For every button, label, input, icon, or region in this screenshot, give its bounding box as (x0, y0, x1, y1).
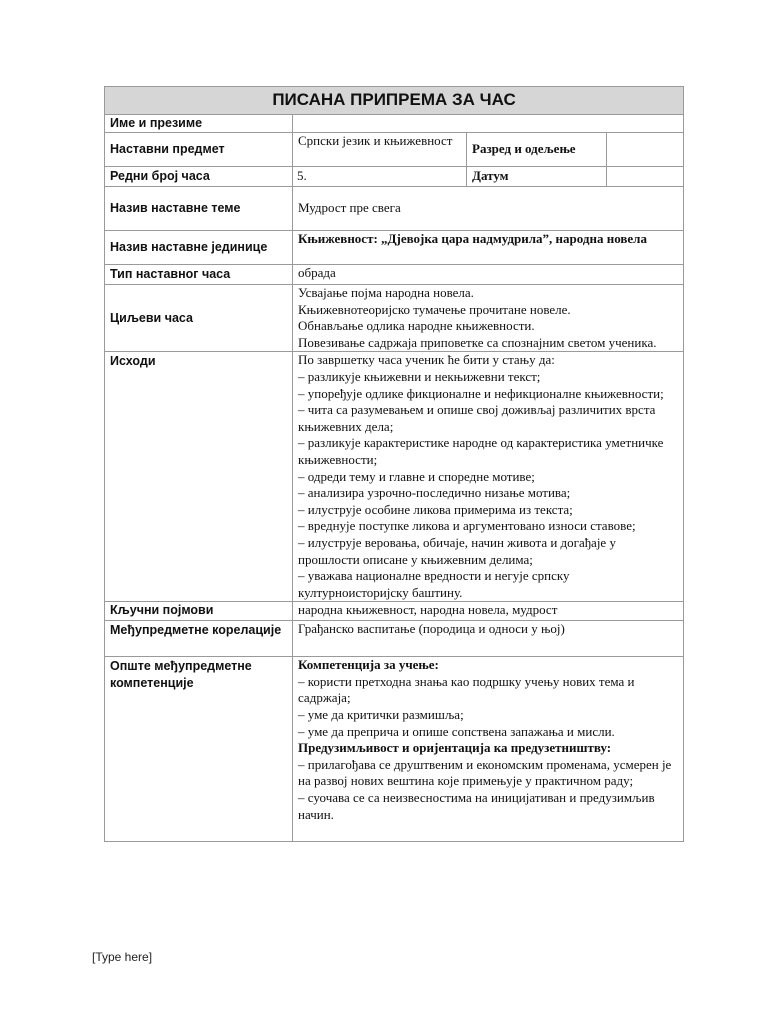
value-name[interactable] (293, 115, 684, 133)
label-topic: Назив наставне теме (105, 187, 293, 231)
competency-line: – суочава се са неизвесностима на иницијативан и предузимљив начин. (298, 790, 655, 822)
label-type: Тип наставног часа (105, 265, 293, 285)
goal-line: Повезивање садржаја приповетке са спознајним светом ученика. (298, 334, 657, 350)
row-lesson-number (105, 167, 684, 187)
row-key-terms (105, 602, 684, 621)
row-competencies (105, 657, 684, 842)
competency-heading: Предузимљивост и оријентација ка предузетништву: (298, 740, 612, 756)
label-lesson-number: Редни број часа (105, 167, 293, 187)
label-competencies: Опште међупредметне компетенције (105, 657, 293, 842)
outcome-line: – одреди тему и главне и споредне мотиве; (298, 468, 535, 484)
outcome-line: – анализира узрочно-последично низање мотива; (298, 485, 571, 501)
value-goals (293, 285, 684, 352)
lesson-plan-sheet (104, 86, 683, 842)
competency-heading: Компетенција за учење: (298, 657, 439, 673)
page-title: ПИСАНА ПРИПРЕМА ЗА ЧАС (105, 87, 684, 115)
value-key-terms: народна књижевност, народна новела, мудрост (293, 602, 684, 621)
competency-line: – користи претходна знања као подршку учењу нових тема и садржаја; (298, 673, 635, 706)
value-type: обрада (293, 265, 684, 285)
outcome-line: По завршетку часа ученик ће бити у стању да: (298, 352, 555, 368)
outcome-line: – вреднује поступке ликова и аргументовано износи ставове; (298, 518, 636, 534)
value-topic: Мудрост пре свега (293, 187, 684, 231)
label-outcomes: Исходи (105, 352, 293, 602)
outcome-line: – упоређује одлике фикционалне и нефикционалне књижевности; (298, 385, 664, 401)
label-name: Име и презиме (105, 115, 293, 133)
lesson-plan-table (104, 86, 684, 842)
value-outcomes (293, 352, 684, 602)
goal-line: Обнављање одлика народне књижевности. (298, 318, 535, 334)
outcome-line: – разликује књижевни и некњижевни текст; (298, 368, 541, 384)
outcome-line: – илуструје особине ликова примерима из текста; (298, 501, 573, 517)
row-goals (105, 285, 684, 352)
competency-line: – уме да преприча и опише сопствена запажања и мисли. (298, 723, 615, 739)
row-topic (105, 187, 684, 231)
competency-line: – уме да критички размишља; (298, 707, 464, 723)
value-unit: Књижевност: „Дјевојка цара надмудрила”, народна новела (293, 231, 684, 265)
row-type (105, 265, 684, 285)
row-name (105, 115, 684, 133)
outcome-line: – уважава националне вредности и негује српску културноисторијску баштину. (298, 568, 570, 600)
label-date: Датум (467, 167, 607, 187)
label-subject: Наставни предмет (105, 133, 293, 167)
row-subject (105, 133, 684, 167)
label-grade-class: Разред и одељење (467, 133, 607, 167)
value-competencies (293, 657, 684, 842)
outcome-line: – разликује карактеристике народне од карактеристика уметничке књижевности; (298, 435, 664, 467)
value-grade-class[interactable] (607, 133, 684, 167)
row-outcomes (105, 352, 684, 602)
value-date[interactable] (607, 167, 684, 187)
competency-line: – прилагођава се друштвеним и економским променама, усмерен је на развој нових вештина које примењује у практичном раду; (298, 756, 672, 789)
goal-line: Књижевнотеоријско тумачење прочитане новеле. (298, 301, 571, 317)
row-correlations (105, 621, 684, 657)
outcome-line: – чита са разумевањем и опише свој доживљај различитих врста књижевних дела; (298, 402, 656, 434)
label-goals: Циљеви часа (105, 285, 293, 352)
outcome-line: – илуструје веровања, обичаје, начин живота и догађаје у прошлости описане у књижевним делима; (298, 534, 616, 567)
label-key-terms: Кључни појмови (105, 602, 293, 621)
value-correlations: Грађанско васпитање (породица и односи у њој) (293, 621, 684, 657)
title-row (105, 87, 684, 115)
goal-line: Усвајање појма народна новела. (298, 285, 474, 300)
label-unit: Назив наставне јединице (105, 231, 293, 265)
value-subject: Српски језик и књижевност (293, 133, 467, 167)
row-unit (105, 231, 684, 265)
label-correlations: Међупредметне корелације (105, 621, 293, 657)
footer-placeholder: [Type here] (92, 950, 153, 964)
value-lesson-number: 5. (293, 167, 467, 187)
